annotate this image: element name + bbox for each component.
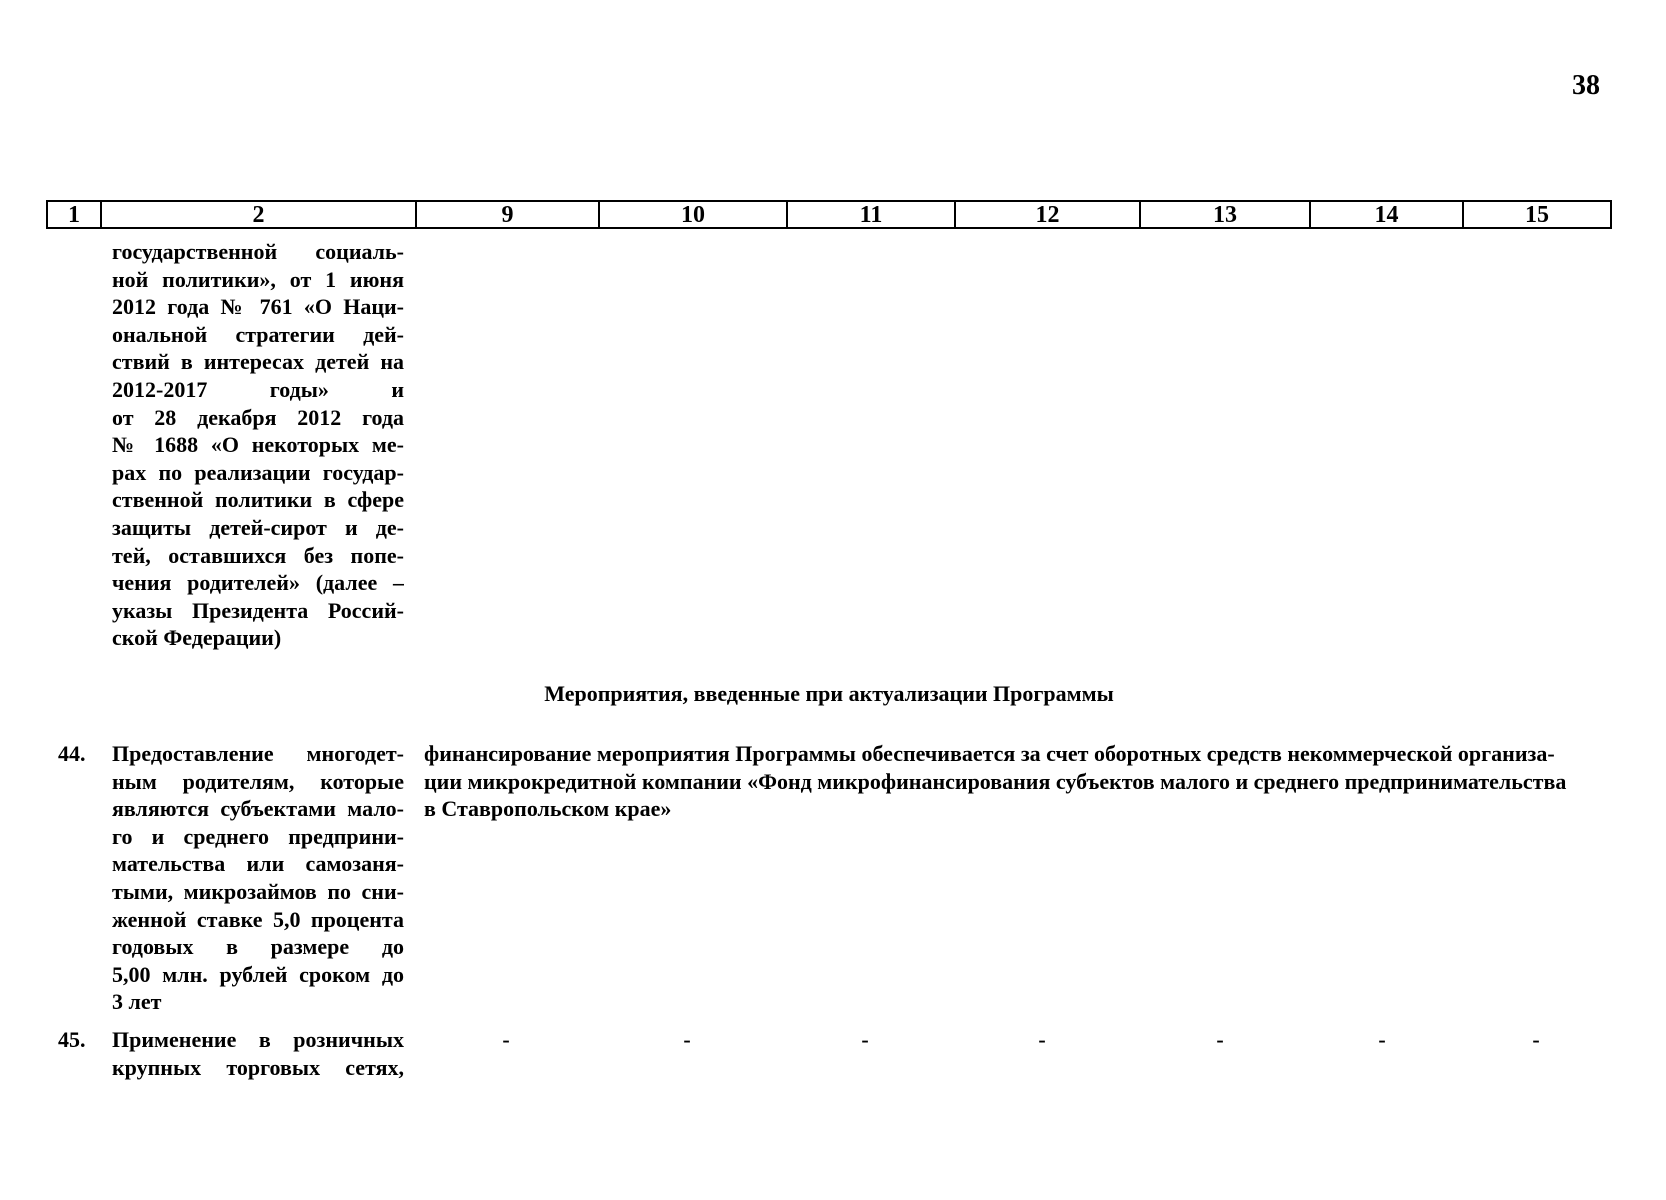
row-name-line: Применение в розничных — [112, 1027, 404, 1052]
row-name-line: 5,00 млн. рублей сроком до — [112, 961, 404, 987]
continuation-line: государственной социаль- — [112, 239, 404, 264]
financing-line: в Ставропольском крае» — [424, 796, 672, 822]
row-name-line: го и среднего предприни- — [112, 823, 404, 849]
financing-line: ции микрокредитной компании «Фонд микрофинансирования субъектов малого и среднего предпринимательства — [424, 768, 1567, 794]
header-col-14: 14 — [1311, 202, 1464, 227]
continuation-line: 2012 года № 761 «О Наци- — [112, 294, 404, 320]
header-col-15: 15 — [1525, 202, 1549, 227]
row-44-financing — [424, 740, 1610, 823]
continuation-line: 2012-2017 годы» и — [112, 376, 404, 402]
continuation-line: защиты детей-сирот и де- — [112, 514, 404, 540]
row-name-line: годовых в размере до — [112, 934, 404, 960]
row-name-line: мательства или самозаня- — [112, 851, 404, 877]
row-name-line: являются субъектами мало- — [112, 796, 404, 822]
row-name-line: женной ставке 5,0 процента — [112, 906, 404, 932]
header-col-11: 11 — [788, 202, 956, 227]
row-name-line: 3 лет — [112, 989, 162, 1015]
row-45-col-15-value: - — [1532, 1027, 1540, 1052]
continuation-text — [112, 238, 404, 652]
header-col-12: 12 — [956, 202, 1141, 227]
row-name-line: Предоставление многодет- — [112, 741, 404, 766]
header-col-10: 10 — [600, 202, 788, 227]
row-45-col-13-value: - — [1216, 1027, 1224, 1052]
row-44-name — [112, 740, 404, 1016]
continuation-line: ственной политики в сфере — [112, 487, 404, 513]
row-45-col-11-value: - — [861, 1027, 869, 1052]
continuation-line: ствий в интересах детей на — [112, 349, 404, 375]
row-name-line: тыми, микрозаймов по сни- — [112, 878, 404, 904]
continuation-line: ной политики», от 1 июня — [112, 266, 404, 292]
row-number-45: 45. — [58, 1027, 86, 1052]
continuation-line: чения родителей» (далее – — [112, 570, 404, 596]
section-heading: Мероприятия, введенные при актуализации Программы — [544, 681, 1114, 706]
row-45-col-9-value: - — [502, 1027, 510, 1052]
page-number: 38 — [1572, 70, 1600, 101]
row-45-col-12-value: - — [1038, 1027, 1046, 1052]
row-45-col-14-value: - — [1378, 1027, 1386, 1052]
header-col-1: 1 — [48, 202, 102, 227]
header-col-2: 2 — [102, 202, 417, 227]
row-45-name — [112, 1026, 404, 1081]
continuation-line: ональной стратегии дей- — [112, 321, 404, 347]
continuation-line: от 28 декабря 2012 года — [112, 404, 404, 430]
continuation-line: ской Федерации) — [112, 625, 282, 651]
table-header-row — [46, 200, 1612, 229]
financing-line: финансирование мероприятия Программы обеспечивается за счет оборотных средств некоммерческой организа- — [424, 741, 1555, 766]
header-col-9: 9 — [417, 202, 600, 227]
row-number-44: 44. — [58, 741, 86, 766]
continuation-line: рах по реализации государ- — [112, 459, 404, 485]
continuation-line: тей, оставшихся без попе- — [112, 542, 404, 568]
continuation-line: № 1688 «О некоторых ме- — [112, 432, 404, 458]
header-col-13: 13 — [1141, 202, 1311, 227]
row-name-line: ным родителям, которые — [112, 768, 404, 794]
continuation-line: указы Президента Россий- — [112, 597, 404, 623]
row-name-line: крупных торговых сетях, — [112, 1054, 404, 1080]
row-45-col-10-value: - — [683, 1027, 691, 1052]
